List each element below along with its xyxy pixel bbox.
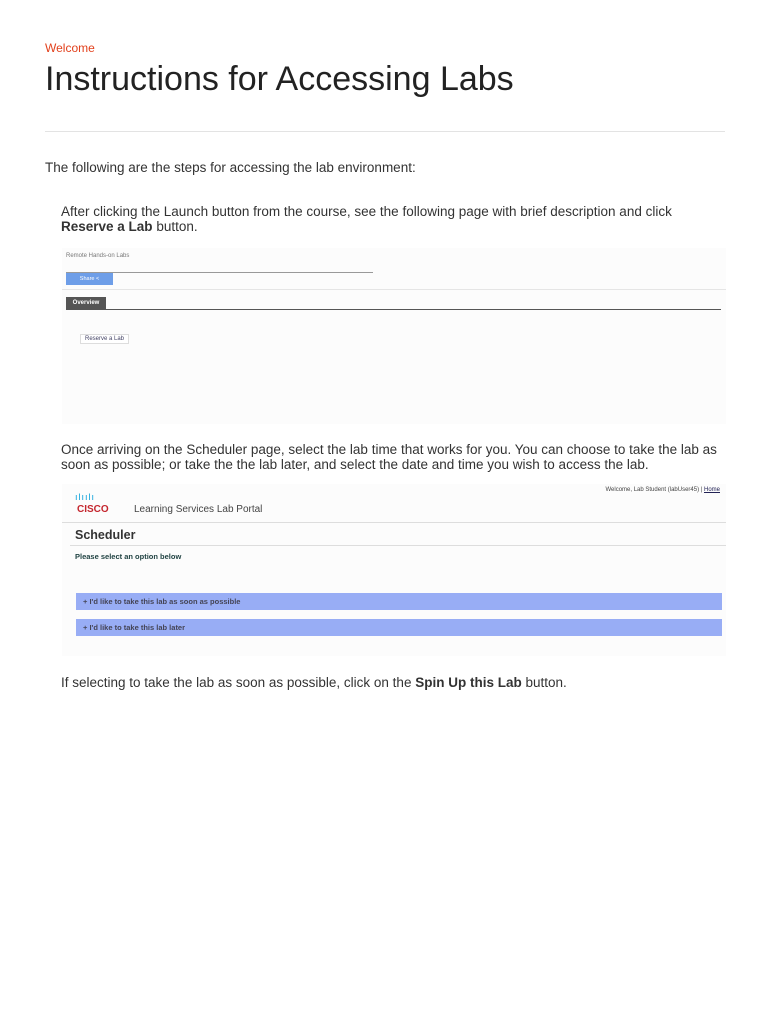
select-prompt: Please select an option below: [75, 552, 182, 561]
step2-text: Once arriving on the Scheduler page, select the lab time that works for you. You can choose to take the lab as soon as possible; or take the the lab later, and select the date and time you wish to access the lab.: [61, 442, 717, 472]
step3-bold: Spin Up this Lab: [415, 675, 522, 690]
screenshot-scheduler: [62, 484, 726, 656]
step3-post: button.: [521, 675, 567, 690]
divider: [45, 131, 725, 132]
page-title: Instructions for Accessing Labs: [45, 60, 514, 98]
step1-text: [61, 204, 681, 234]
tab-overview: Overview: [66, 297, 106, 309]
step1-bold: Reserve a Lab: [61, 219, 153, 234]
divider: [62, 522, 726, 523]
portal-title: Learning Services Lab Portal: [134, 504, 263, 515]
home-link: Home: [703, 487, 720, 493]
scheduler-heading: Scheduler: [75, 528, 136, 542]
divider: [70, 545, 726, 546]
intro-text: The following are the steps for accessing the lab environment:: [45, 160, 416, 175]
share-label: Share: [79, 276, 95, 282]
reserve-lab-button: Reserve a Lab: [80, 334, 129, 344]
step1-post: button.: [152, 219, 198, 234]
welcome-text: [605, 487, 720, 493]
step1-pre: After clicking the Launch button from the course, see the following page with brief description and click: [61, 204, 672, 219]
share-button: [66, 273, 113, 285]
cisco-logo-text: CISCO: [77, 504, 109, 515]
step3-text: [61, 675, 567, 690]
remote-labs-heading: Remote Hands-on Labs: [66, 253, 130, 259]
divider: [62, 289, 726, 290]
breadcrumb-welcome[interactable]: Welcome: [45, 41, 95, 55]
option-asap: + I'd like to take this lab as soon as possible: [76, 593, 722, 610]
option-later: + I'd like to take this lab later: [76, 619, 722, 636]
step3-pre: If selecting to take the lab as soon as possible, click on the: [61, 675, 416, 690]
welcome-label: Welcome, Lab Student (labUser45) |: [605, 487, 704, 493]
screenshot-remote-labs: [62, 248, 726, 424]
divider: [66, 309, 721, 310]
cisco-logo-icon: ılıılı: [75, 492, 96, 502]
share-icon: <: [96, 276, 100, 282]
